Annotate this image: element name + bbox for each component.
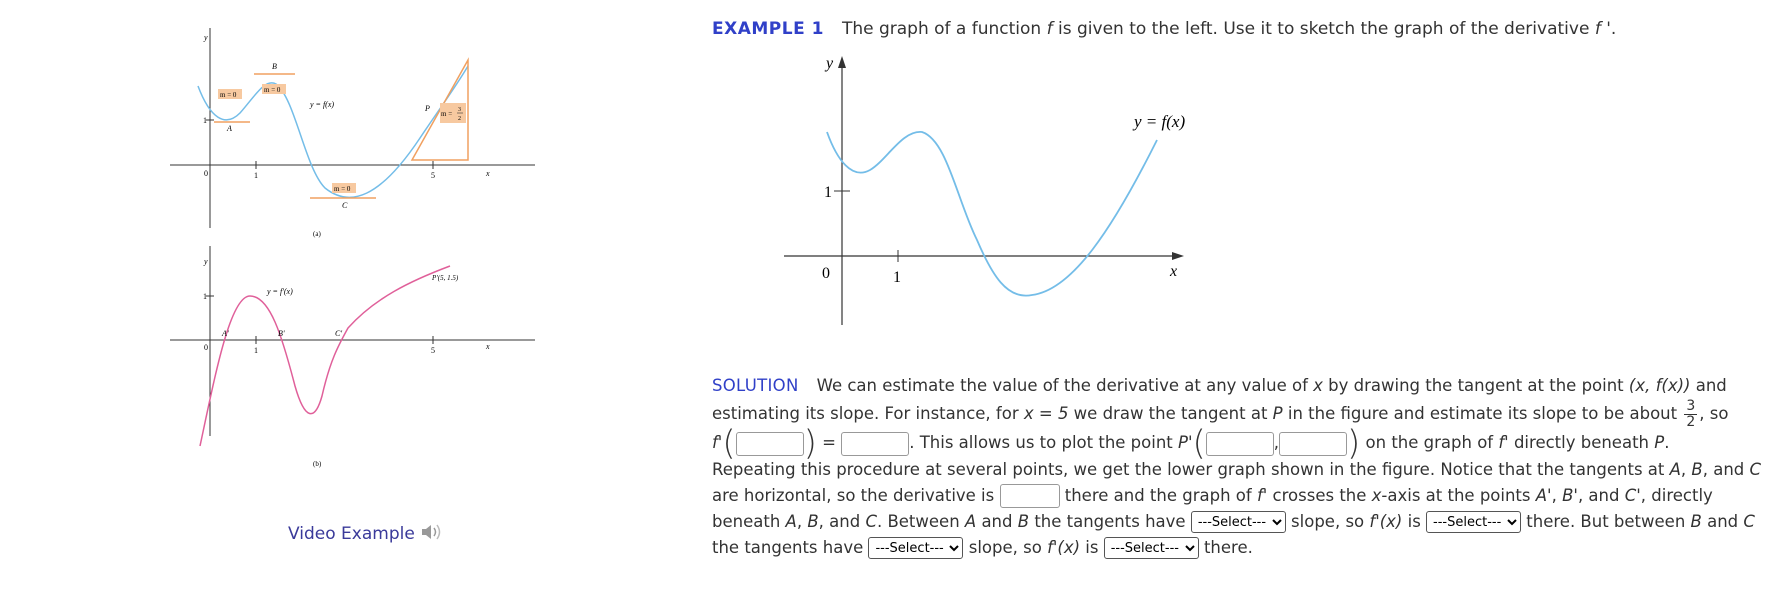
fig-a-five-x: 5 [431, 171, 435, 180]
main-graph [772, 50, 1192, 330]
select-slope-AB[interactable] [1191, 511, 1286, 533]
select-sign-BC[interactable] [1104, 537, 1199, 559]
fig-a-pt-C: C [342, 201, 348, 210]
fig-a-mfrac-prefix: m = [441, 110, 453, 118]
example-text-c: . [1610, 19, 1617, 39]
fig-b-pt-B: B' [278, 329, 285, 338]
video-example-link[interactable] [288, 522, 442, 544]
fig-a-y-label: y [204, 33, 208, 42]
answer-input-derivative-value[interactable] [1000, 484, 1060, 508]
main-one-y: 1 [824, 184, 832, 201]
solution-label: SOLUTION [712, 376, 799, 395]
example-label: EXAMPLE 1 [712, 19, 824, 39]
main-one-x: 1 [893, 269, 901, 286]
left-figures [170, 18, 560, 588]
fig-a-x-label: x [486, 169, 490, 178]
solution-fraction: $\frac{3}{2}$ [1686, 398, 1696, 430]
video-example-label[interactable]: Video Example [288, 524, 415, 544]
fig-b-five-x: 5 [431, 346, 435, 355]
example-f: f [1046, 19, 1053, 39]
answer-input-px[interactable] [1206, 432, 1274, 456]
main-zero: 0 [822, 265, 830, 282]
fig-a-m0-B: m = 0 [264, 86, 281, 94]
example-fprime: f ' [1594, 19, 1611, 39]
solution-text: SOLUTION We can estimate the value of the derivative at any value of x by drawing the tangent at the point (x, f(x)) and estimating its slope. For instance, for x = 5 we draw the tangent at P in the figure and estimate its slope to be about $\frac{3}{2}$ , so f'( ) = . This allows us to plot the point P'( , ) on the graph of f' directly beneath P. Repeating this procedure at several points, we get the lower graph shown in the figure. Notice that the tangents at A, B, and C are horizontal, so the derivative is there and the graph of f' crosses the x-axis at the points A', B', and C', directly beneath A, B, and C. Between A and B the tangents have ---Select--- slope, so f'(x) is ---Select--- there. But between B and C the tangents have ---Select--- slope, so f'(x) is ---Select--- there. [712, 373, 1762, 561]
fig-a-zero: 0 [204, 169, 208, 178]
fig-b-pt-A: A' [222, 329, 229, 338]
fig-b-pt-C: C' [335, 329, 343, 338]
fig-b-caption: (b) [313, 460, 322, 468]
main-x-label: x [1170, 263, 1178, 280]
fig-a-pt-P: P [425, 104, 430, 113]
fig-b-x-label: x [486, 342, 490, 351]
answer-input-fprime-value[interactable] [841, 432, 909, 456]
fig-a-one-x: 1 [254, 171, 258, 180]
fig-b-y-label: y [204, 257, 208, 266]
content-panel [712, 0, 1772, 599]
fig-a-pt-B: B [272, 62, 277, 71]
figure-a-graph [170, 18, 540, 248]
example-text-a: The graph of a function [841, 19, 1047, 39]
fig-a-curve-label: y = f(x) [310, 100, 335, 109]
example-header [712, 19, 1616, 39]
figure-b-graph [170, 236, 540, 476]
fig-a-one-y: 1 [203, 116, 207, 125]
select-slope-BC[interactable] [868, 537, 963, 559]
example-text-b: is given to the left. Use it to sketch the graph of the derivative [1052, 19, 1595, 39]
fig-a-mfrac-den: 2 [458, 116, 461, 122]
speaker-icon[interactable] [420, 522, 442, 542]
fig-a-m0-C: m = 0 [334, 185, 351, 193]
fig-b-pt-P: P'(5, 1.5) [432, 274, 459, 282]
fig-b-zero: 0 [204, 343, 208, 352]
fig-b-one-x: 1 [254, 346, 258, 355]
fig-a-caption: (a) [313, 230, 321, 238]
fig-a-pt-A: A [227, 124, 232, 133]
fig-b-curve [200, 266, 450, 446]
fig-b-one-y: 1 [203, 292, 207, 301]
select-sign-AB[interactable] [1426, 511, 1521, 533]
fig-a-mfrac-num: 3 [458, 107, 461, 113]
main-curve [827, 132, 1157, 296]
main-curve-label: y = f(x) [1134, 112, 1186, 131]
fig-b-curve-label: y = f'(x) [267, 287, 293, 296]
main-y-label: y [826, 55, 834, 72]
fig-a-m0-A: m = 0 [220, 91, 237, 99]
answer-input-py[interactable] [1279, 432, 1347, 456]
answer-input-x[interactable] [736, 432, 804, 456]
